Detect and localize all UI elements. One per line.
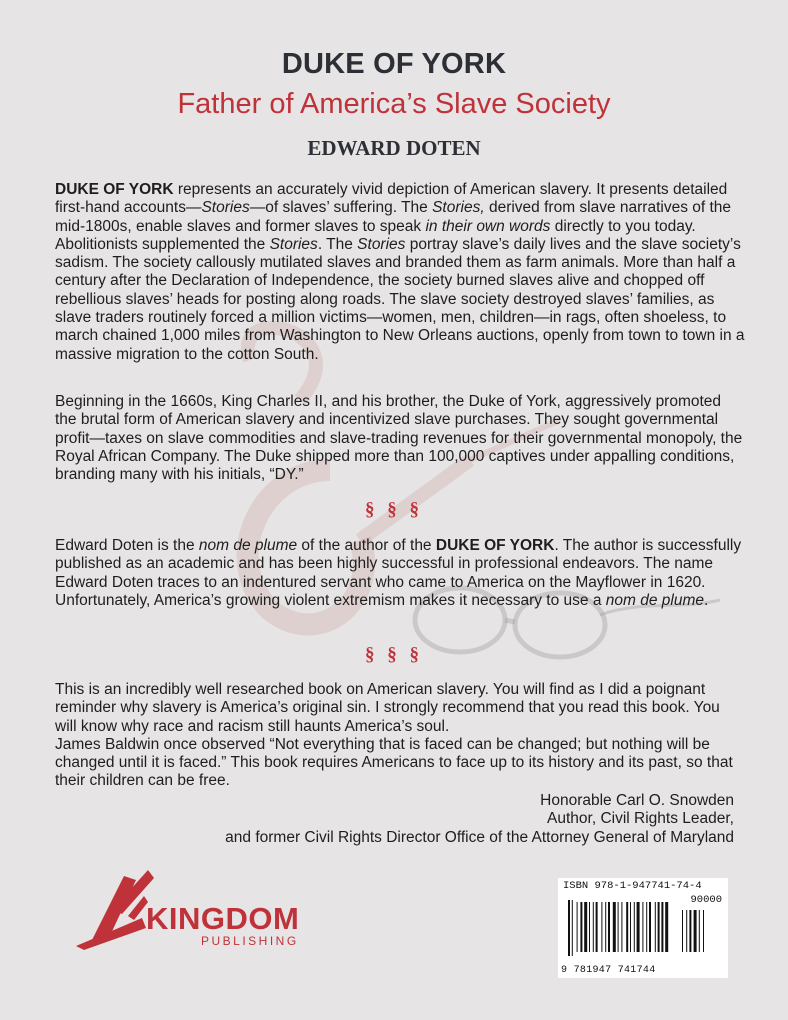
reviewer-name: Honorable Carl O. Snowden: [540, 792, 734, 809]
text-run: portray slave’s daily lives and the slave society’s sadism. The society callously mutilated slaves and branded them as farm animals. More than half a century after the Declaration of Independence, the society burned slaves alive and chopped off rebellious slaves’ heads for posting along roads. The slave society destroyed slaves’ families, as slave traders routinely forced a million victims—women, men, children—in rags, often shoeless, to march chained 1,000 miles from Washington to New Orleans auctions, openly from town to town in a massive migration to the cotton South.: [55, 235, 745, 363]
book-subtitle: Father of America’s Slave Society: [177, 88, 611, 120]
review-paragraph: [55, 681, 745, 791]
italic-run: nom de plume: [198, 537, 298, 554]
italic-run: Stories: [201, 199, 250, 217]
section-separator: § § §: [365, 499, 423, 520]
barcode-bars-icon: [564, 892, 724, 964]
italic-run: Stories: [269, 235, 318, 253]
reviewer-role: and former Civil Rights Director Office of the Attorney General of Maryland: [225, 828, 734, 846]
book-title-inline: DUKE OF YORK: [435, 537, 555, 554]
review-signature: [225, 792, 734, 847]
author-name: EDWARD DOTEN: [307, 136, 481, 160]
text-run: directly to you today. Abolitionists supplemented the: [55, 217, 696, 253]
price-code: 90000: [690, 894, 722, 906]
italic-run: nom de plume: [605, 591, 704, 609]
review-quote: James Baldwin once observed “Not everything that is faced can be changed; but nothing will be changed until it is faced.” This book requires Americans to face up to its history and its past, so that their children can be free.: [55, 735, 733, 790]
section-separator: § § §: [365, 644, 423, 665]
history-paragraph: Beginning in the 1660s, King Charles II, and his brother, the Duke of York, aggressively promoted the brutal form of American slavery and incentivized slave purchases. They sought governmental profit—taxes on slave commodities and slave-trading revenues for their governmental monopoly, the Royal African Company. The Duke shipped more than 100,000 captives under appalling conditions, branding many with his initials, “DY.”: [55, 393, 743, 484]
review-text: This is an incredibly well researched book on American slavery. You will find as I did a poignant reminder why slavery is America’s original sin. I strongly recommend that you read this book. You will know why race and racism still haunts America’s soul.: [55, 681, 720, 735]
italic-run: Stories,: [432, 199, 485, 217]
isbn-barcode: [558, 878, 728, 978]
publisher-name: KINGDOM: [146, 901, 300, 936]
text-run: . The: [317, 235, 358, 253]
book-title: DUKE OF YORK: [281, 48, 507, 80]
publisher-subtitle: PUBLISHING: [201, 934, 299, 948]
text-run: —of slaves’ suffering. The: [249, 199, 433, 217]
italic-run: in their own words: [425, 217, 551, 235]
barcode-number: 9 781947 741744: [561, 965, 656, 976]
description-paragraph: [55, 181, 745, 364]
reviewer-role: Author, Civil Rights Leader,: [547, 810, 734, 828]
text-run: . The author is successfully published as an academic and has been highly successful in professional endeavors. The name Edward Doten traces to an indentured servant who came to America on the Mayflower in 1620. Unfortunately, America’s growing violent extremism makes it necessary to use a: [55, 537, 742, 609]
book-title-inline: DUKE OF YORK: [55, 181, 174, 198]
author-bio-paragraph: [55, 537, 745, 610]
text-run: Edward Doten is the: [55, 537, 199, 554]
text-run: represents an accurately vivid depiction of American slavery. It presents detailed first-hand accounts—: [55, 181, 728, 217]
text-run: .: [704, 591, 709, 609]
text-run: derived from slave narratives of the mid-1800s, enable slaves and former slaves to speak: [55, 199, 732, 235]
isbn-number: ISBN 978-1-947741-74-4: [563, 880, 702, 892]
text-run: of the author of the: [297, 537, 436, 554]
italic-run: Stories: [357, 235, 406, 253]
